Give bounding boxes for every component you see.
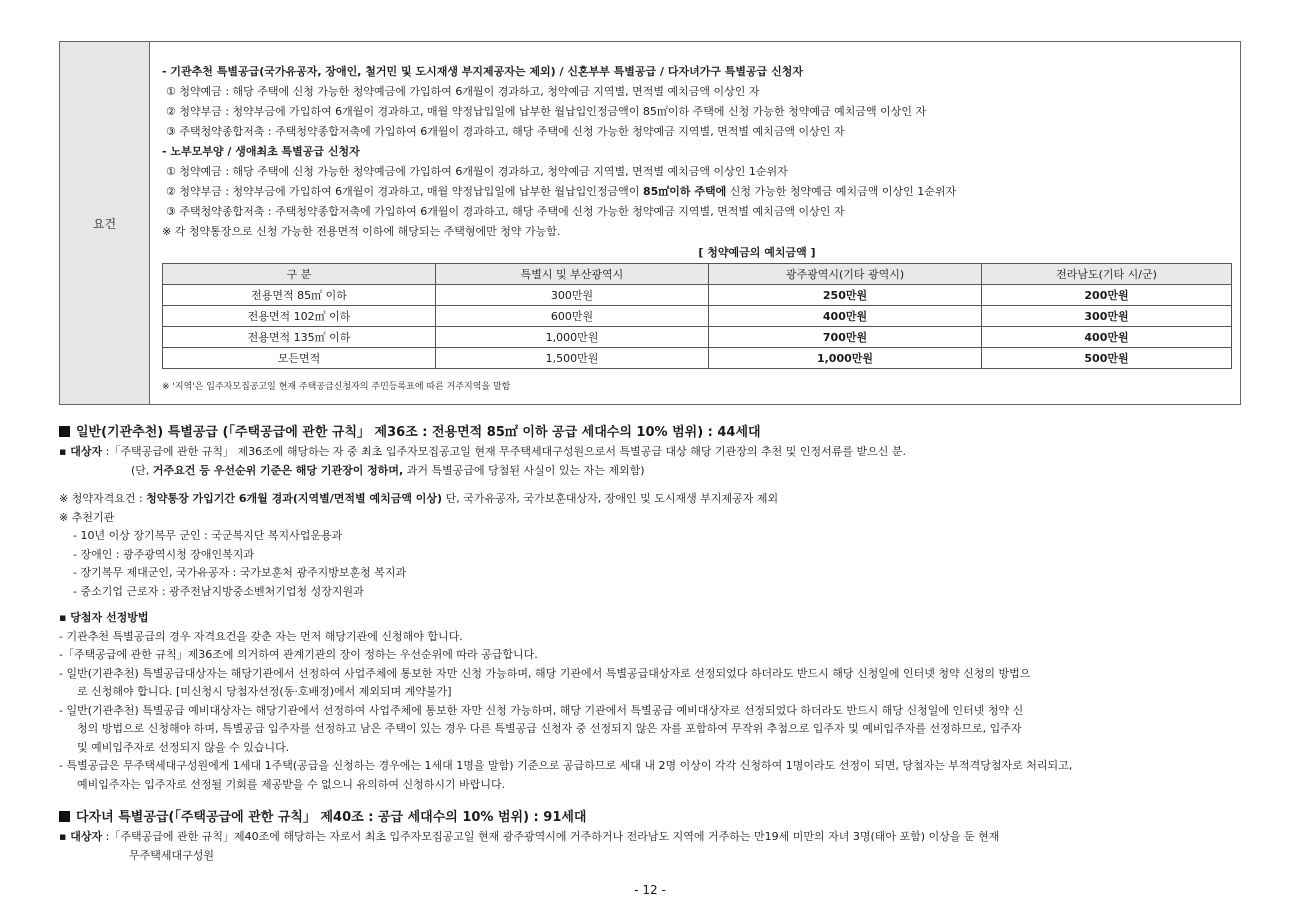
qualification-line (59, 490, 1259, 509)
target-continuation: 무주택세대구성원 (129, 848, 215, 862)
cont-text: 과거 특별공급에 당첨된 사실이 있는 자는 제외함) (403, 463, 645, 477)
table-header-row (163, 264, 1232, 285)
target-label: ▪ 대상자 (59, 830, 103, 843)
selection-item: -「주택공급에 관한 규칙」제36조에 의거하여 관계기관의 장이 정하는 우선순위에 따라 공급합니다. (59, 648, 538, 661)
req-line: ① 청약예금 : 해당 주택에 신청 가능한 청약예금에 가입하여 6개월이 경과하고, 청약예금 지역별, 면적별 예치금액 이상인 자 (166, 85, 760, 98)
selection-item-cont: 및 예비입주자로 선정되지 않을 수 있습니다. (77, 740, 290, 754)
req-line: ③ 주택청약종합저축 : 주택청약종합저축에 가입하여 6개월이 경과하고, 해당 주택에 신청 가능한 청약예금 지역별, 면적별 예치금액 이상인 자 (166, 205, 845, 218)
selection-title: ▪ 당첨자 선정방법 (59, 611, 149, 624)
table-row (163, 348, 1232, 369)
table-cell: 전용면적 102㎡ 이하 (163, 306, 436, 327)
section-title (59, 808, 1259, 828)
table-cell: 1,000만원 (436, 327, 709, 348)
selection-item: - 일반(기관추천) 특별공급대상자는 해당기관에서 선정하여 사업주체에 통보한 자만 신청 가능하며, 해당 기관에서 특별공급대상자로 선정되었다 하더라도 반드시 해당 신청일에 인터넷 청약 신청의 방법으 (59, 666, 1031, 680)
cont-highlight: 거주요건 등 우선순위 기준은 해당 기관장이 정하며, (152, 463, 404, 477)
req-line: ② 청약부금 : 청약부금에 가입하여 6개월이 경과하고, 매월 약정납입일에 납부한 월납입인정금액이 85㎡이하 주택에 신청 가능한 청약예금 예치금액 이상인 자 (166, 105, 927, 118)
selection-item: - 특별공급은 무주택세대구성원에게 1세대 1주택(공급을 신청하는 경우에는 1세대 1명을 말함) 기준으로 공급하므로 세대 내 2명 이상이 각각 신청하여 1명이라도 선정이 되면, 당첨자는 부적격당첨자로 처리되고, (59, 759, 1073, 772)
req-note-line: ※ 각 청약통장으로 신청 가능한 전용면적 이하에 해당되는 주택형에만 청약 가능함. (162, 225, 561, 238)
column-header: 특별시 및 부산광역시 (436, 264, 709, 285)
table-cell: 500만원 (982, 348, 1232, 369)
deposit-table (162, 263, 1232, 369)
section-institution-recommended (59, 423, 1259, 794)
req-line: ① 청약예금 : 해당 주택에 신청 가능한 청약예금에 가입하여 6개월이 경과하고, 청약예금 지역별, 면적별 예치금액 이상인 1순위자 (166, 165, 788, 178)
recommend-item: - 중소기업 근로자 : 광주전남지방중소벤처기업청 성장지원과 (73, 584, 364, 598)
section-title-text: 일반(기관추천) 특별공급 (「주택공급에 관한 규칙」 제36조 : 전용면적 85㎡ 이하 공급 세대수의 10% 범위) : 44세대 (76, 425, 761, 440)
table-cell: 600만원 (436, 306, 709, 327)
table-cell: 400만원 (982, 327, 1232, 348)
selection-item: - 기관추천 특별공급의 경우 자격요건을 갖춘 자는 먼저 해당기관에 신청해야 합니다. (59, 629, 463, 643)
selection-item: - 일반(기관추천) 특별공급 예비대상자는 해당기관에서 선정하여 사업주체에 통보한 자만 신청 가능하며, 해당 기관에서 특별공급 예비대상자로 선정되었다 하더라도 반드시 해당 신청일에 인터넷 청약 신 (59, 703, 1024, 717)
table-cell: 400만원 (709, 306, 982, 327)
square-bullet-icon (59, 811, 70, 822)
table-row (163, 327, 1232, 348)
recommend-item: - 장기복무 제대군인, 국가유공자 : 국가보훈처 광주지방보훈청 복지과 (73, 566, 407, 579)
target-continuation (59, 462, 1259, 481)
qual-label: ※ 청약자격요건 : (59, 492, 147, 505)
table-cell: 200만원 (982, 285, 1232, 306)
requirements-label: 요건 (60, 42, 150, 404)
table-cell: 700만원 (709, 327, 982, 348)
table-cell: 250만원 (709, 285, 982, 306)
table-row (163, 285, 1232, 306)
table-cell: 모든면적 (163, 348, 436, 369)
recommend-title: ※ 추천기관 (59, 510, 115, 524)
table-cell: 1,500만원 (436, 348, 709, 369)
req-line: - 노부모부양 / 생애최초 특별공급 신청자 (162, 145, 360, 158)
req-text: ② 청약부금 : 청약부금에 가입하여 6개월이 경과하고, 매월 약정납입일에 납부한 월납입인정금액이 (166, 185, 643, 198)
table-cell: 1,000만원 (709, 348, 982, 369)
target-line (59, 443, 1259, 462)
column-header: 구 분 (163, 264, 436, 285)
target-text: :「주택공급에 관한 규칙」제40조에 해당하는 자로서 최초 입주자모집공고일 현재 광주광역시에 거주하거나 전라남도 지역에 거주하는 만19세 미만의 자녀 3명(태아 포함) 이상을 둔 현재 (102, 830, 1000, 843)
section-title-text: 다자녀 특별공급(「주택공급에 관한 규칙」 제40조 : 공급 세대수의 10% 범위) : 91세대 (76, 810, 587, 825)
req-line: ③ 주택청약종합저축 : 주택청약종합저축에 가입하여 6개월이 경과하고, 해당 주택에 신청 가능한 청약예금 지역별, 면적별 예치금액 이상인 자 (166, 125, 845, 138)
deposit-table-title: [ 청약예금의 예치금액 ] (698, 246, 816, 259)
requirements-box (59, 41, 1241, 405)
requirements-body (150, 42, 1240, 404)
selection-item-cont: 로 신청해야 합니다. [미신청시 당첨자선정(동·호배정)에서 제외되며 계약불가] (77, 685, 452, 698)
table-cell: 300만원 (436, 285, 709, 306)
table-row (163, 306, 1232, 327)
section-title (59, 423, 1259, 443)
square-bullet-icon (59, 426, 70, 437)
qual-highlight: 청약통장 가입기간 6개월 경과(지역별/면적별 예치금액 이상) (146, 492, 443, 505)
target-text: :「주택공급에 관한 규칙」 제36조에 해당하는 자 중 최초 입주자모집공고일 현재 무주택세대구성원으로서 특별공급 대상 해당 기관장의 추천 및 인정서류를 받으신 분. (102, 445, 906, 458)
page-number: - 12 - (634, 883, 666, 897)
column-header: 광주광역시(기타 광역시) (709, 264, 982, 285)
table-cell: 전용면적 85㎡ 이하 (163, 285, 436, 306)
section-multi-child (59, 808, 1259, 865)
req-line: - 기관추천 특별공급(국가유공자, 장애인, 철거민 및 도시재생 부지제공자는 제외) / 신혼부부 특별공급 / 다자녀가구 특별공급 신청자 (162, 65, 804, 78)
recommend-item: - 장애인 : 광주광역시청 장애인복지과 (73, 547, 255, 561)
recommend-item: - 10년 이상 장기복무 군인 : 국군복지단 복지사업운용과 (73, 529, 343, 542)
req-text: 신청 가능한 청약예금 예치금액 이상인 1순위자 (726, 185, 957, 198)
region-note: ※ '지역'은 입주자모집공고일 현재 주택공급신청자의 주민등록표에 따른 거주지역을 말함 (162, 382, 511, 392)
selection-item-cont: 청의 방법으로 신청해야 하며, 특별공급 입주자를 선정하고 남은 주택이 있는 경우 다른 특별공급 신청자 중 선정되지 않은 자를 포함하여 무작위 추첨으로 입주자 및 예비입주자를 선정하므로, 입주자 (77, 722, 1022, 735)
target-line (59, 828, 1259, 847)
column-header: 전라남도(기타 시/군) (982, 264, 1232, 285)
table-cell: 전용면적 135㎡ 이하 (163, 327, 436, 348)
selection-item-cont: 예비입주자는 입주자로 선정될 기회를 제공받을 수 없으니 유의하여 신청하시기 바랍니다. (77, 777, 506, 791)
qual-text: 단, 국가유공자, 국가보훈대상자, 장애인 및 도시재생 부지제공자 제외 (442, 492, 779, 505)
req-highlight: 85㎡이하 주택에 (642, 185, 727, 198)
target-label: ▪ 대상자 (59, 445, 103, 458)
req-line (162, 182, 1232, 202)
cont-text: (단, (131, 463, 153, 477)
table-cell: 300만원 (982, 306, 1232, 327)
